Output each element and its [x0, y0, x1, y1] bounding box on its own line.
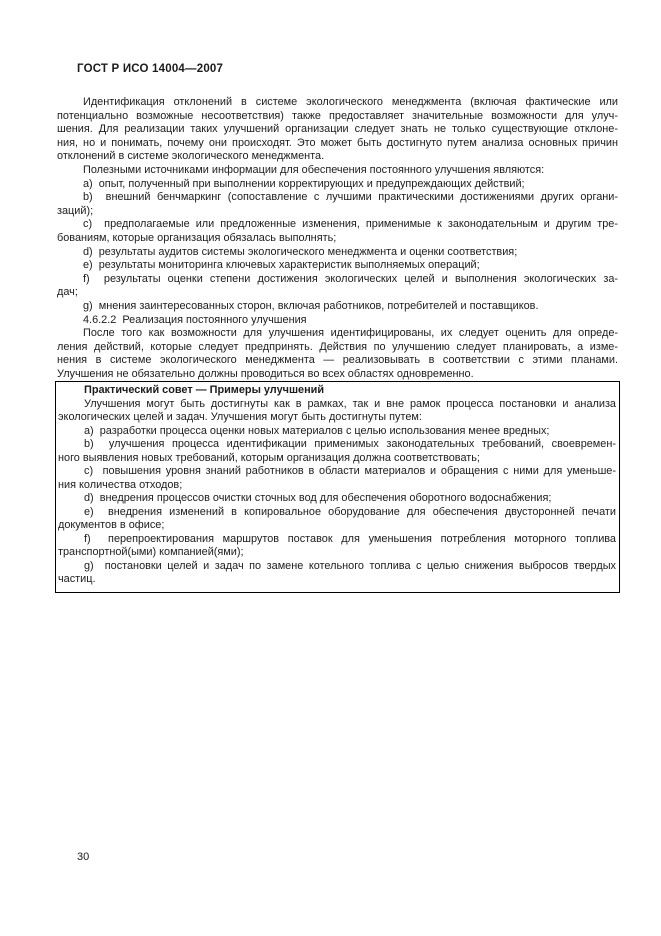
section-heading: 4.6.2.2 Реализация постоянного улучшения — [83, 313, 307, 326]
text-line: потенциально возможные несоответствия) также предоставляет значительные возможности для улуч- — [57, 109, 618, 122]
text-line: b) внешний бенчмаркинг (сопоставление с лучшими практическими достижениями других органи- — [83, 191, 618, 204]
text-line: f) результаты оценки степени достижения экологических целей и выполнения экологических за- — [83, 272, 618, 285]
advice-box-title: Практический совет — Примеры улучшений — [84, 384, 325, 397]
text-line: ного выявления новых требований, которым организация должна соответствовать; — [58, 451, 480, 464]
advice-box — [55, 381, 620, 593]
main-text-column — [57, 96, 618, 593]
body-text — [57, 96, 618, 381]
text-line: a) разработки процесса оценки новых материалов с целью использования менее вредных; — [84, 424, 550, 437]
text-line: b) улучшения процесса идентификации применимых законодательных требований, своевремен- — [84, 438, 616, 451]
text-line: ления действий, которые следует предпринять. Действия по улучшению следует планировать, а изме- — [57, 340, 618, 353]
text-line: Улучшения могут быть достигнуты как в рамках, так и вне рамок процесса постановки и анализа — [84, 397, 616, 410]
text-line: a) опыт, полученный при выполнении корректирующих и предупреждающих действий; — [83, 177, 525, 190]
text-line: e) результаты мониторинга ключевых характеристик выполняемых операций; — [83, 259, 480, 272]
text-line: шения. Для реализации таких улучшений организации следует знать не только существующие отклоне- — [57, 123, 618, 136]
text-line: отклонений в системе экологического менеджмента. — [57, 150, 325, 163]
text-line: g) мнения заинтересованных сторон, включая работников, потребителей и поставщиков. — [83, 299, 539, 312]
text-line: Полезными источниками информации для обеспечения постоянного улучшения являются: — [83, 163, 545, 176]
text-line: f) перепроектирования маршрутов поставок для уменьшения потребления моторного топлива — [84, 532, 616, 545]
text-line: ния, но и понимать, почему они происходят. Это может быть достигнуто путем анализа основных причин — [57, 136, 618, 149]
text-line: транспортной(ыми) компанией(ями); — [58, 546, 244, 559]
text-line: ния количества отходов; — [58, 478, 183, 491]
text-line: экологических целей и задач. Улучшения могут быть достигнуты путем: — [58, 411, 422, 424]
text-line: c) повышения уровня знаний работников в области материалов и обращения с ними для уменьше- — [84, 465, 616, 478]
text-line: Идентификация отклонений в системе экологического менеджмента (включая фактические или — [83, 96, 618, 108]
text-line: дач; — [57, 286, 78, 299]
text-line: частиц. — [58, 573, 96, 586]
text-line: Улучшения не обязательно должны проводиться во всех областях одновременно. — [57, 367, 474, 380]
text-line: d) результаты аудитов системы экологического менеджмента и оценки соответствия; — [83, 245, 518, 258]
text-line: После того как возможности для улучшения идентифицированы, их следует оценить для опреде- — [83, 327, 618, 340]
text-line: заций); — [57, 204, 94, 217]
text-line: c) предполагаемые или предложенные изменения, применимые к законодательным и другим тре- — [83, 218, 618, 231]
advice-box-content — [58, 384, 616, 587]
page-number: 30 — [77, 851, 90, 863]
text-line: g) постановки целей и задач по замене котельного топлива с целью снижения выбросов твердых — [84, 559, 616, 572]
text-line: e) внедрения изменений в копировальное оборудование для обеспечения двусторонней печати — [84, 505, 616, 518]
running-header: ГОСТ Р ИСО 14004—2007 — [77, 63, 224, 75]
text-line: документов в офисе; — [58, 519, 165, 532]
text-line: нения в системе экологического менеджмента — реализовывать в соответствии с этими планами. — [57, 354, 618, 367]
text-line: d) внедрения процессов очистки сточных вод для обеспечения оборотного водоснабжения; — [84, 492, 552, 505]
text-line: бованиям, которые организация обязалась выполнять; — [57, 231, 337, 244]
